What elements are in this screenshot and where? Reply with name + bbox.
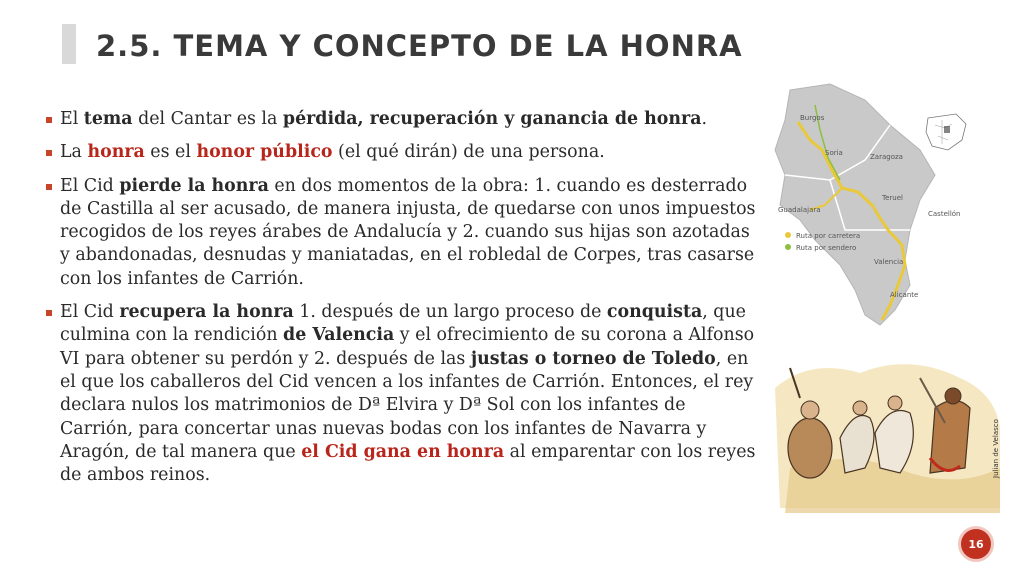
illustration-svg	[770, 348, 1010, 518]
legend-road-label: Ruta por carretera	[796, 232, 861, 240]
city-label-zaragoza: Zaragoza	[870, 153, 903, 161]
cid-illustration	[770, 348, 1010, 518]
bullet-item-honra: La honra es el honor público (el qué dirán) de una persona.	[44, 141, 764, 164]
city-label-valencia: Valencia	[874, 258, 904, 266]
city-label-teruel: Teruel	[882, 194, 903, 202]
city-label-soria: Soria	[825, 149, 843, 157]
city-label-castellon: Castellón	[928, 210, 961, 218]
legend-trail-dot	[785, 244, 791, 250]
bullet-item-pierde: El Cid pierde la honra en dos momentos de la obra: 1. cuando es desterrado de Castilla al ser acusado, de manera injusta, de quedarse con unos impuestos recogidos de los reyes árabes de Andalucía y 2. cuando sus hijas son azotadas y abandonadas, desnudas y maniatadas, en el robledal de Corpes, tras casarse con los infantes de Carrión.	[44, 175, 764, 291]
map-land	[775, 84, 935, 325]
page-number-badge: 16	[958, 526, 994, 562]
city-label-burgos: Burgos	[800, 114, 825, 122]
spain-inset-map	[926, 114, 966, 150]
city-label-guadalajara: Guadalajara	[778, 206, 821, 214]
city-label-alicante: Alicante	[890, 291, 919, 299]
slide-title: 2.5. TEMA Y CONCEPTO DE LA HONRA	[96, 29, 743, 63]
bullet-list	[44, 108, 764, 497]
legend-trail-label: Ruta por sendero	[796, 244, 857, 252]
route-map	[770, 80, 970, 330]
illustration-credit: Julian de Velasco	[992, 419, 1000, 478]
bullet-item-recupera: El Cid recupera la honra 1. después de un largo proceso de conquista, que culmina con la rendición de Valencia y el ofrecimiento de su corona a Alfonso VI para obtener su perdón y 2. después de las justas o torneo de Toledo, en el que los caballeros del Cid vencen a los infantes de Carrión. Entonces, el rey declara nulos los matrimonios de Dª Elvira y Dª Sol con los infantes de Carrión, para concertar unas nuevas bodas con los infantes de Navarra y Aragón, de tal manera que el Cid gana en honra al emparentar con los reyes de ambos reinos.	[44, 301, 764, 487]
legend-road-dot	[785, 232, 791, 238]
route-map-svg	[770, 80, 970, 330]
bullet-item-tema: El tema del Cantar es la pérdida, recuperación y ganancia de honra.	[44, 108, 764, 131]
title-accent-bar	[62, 24, 76, 64]
